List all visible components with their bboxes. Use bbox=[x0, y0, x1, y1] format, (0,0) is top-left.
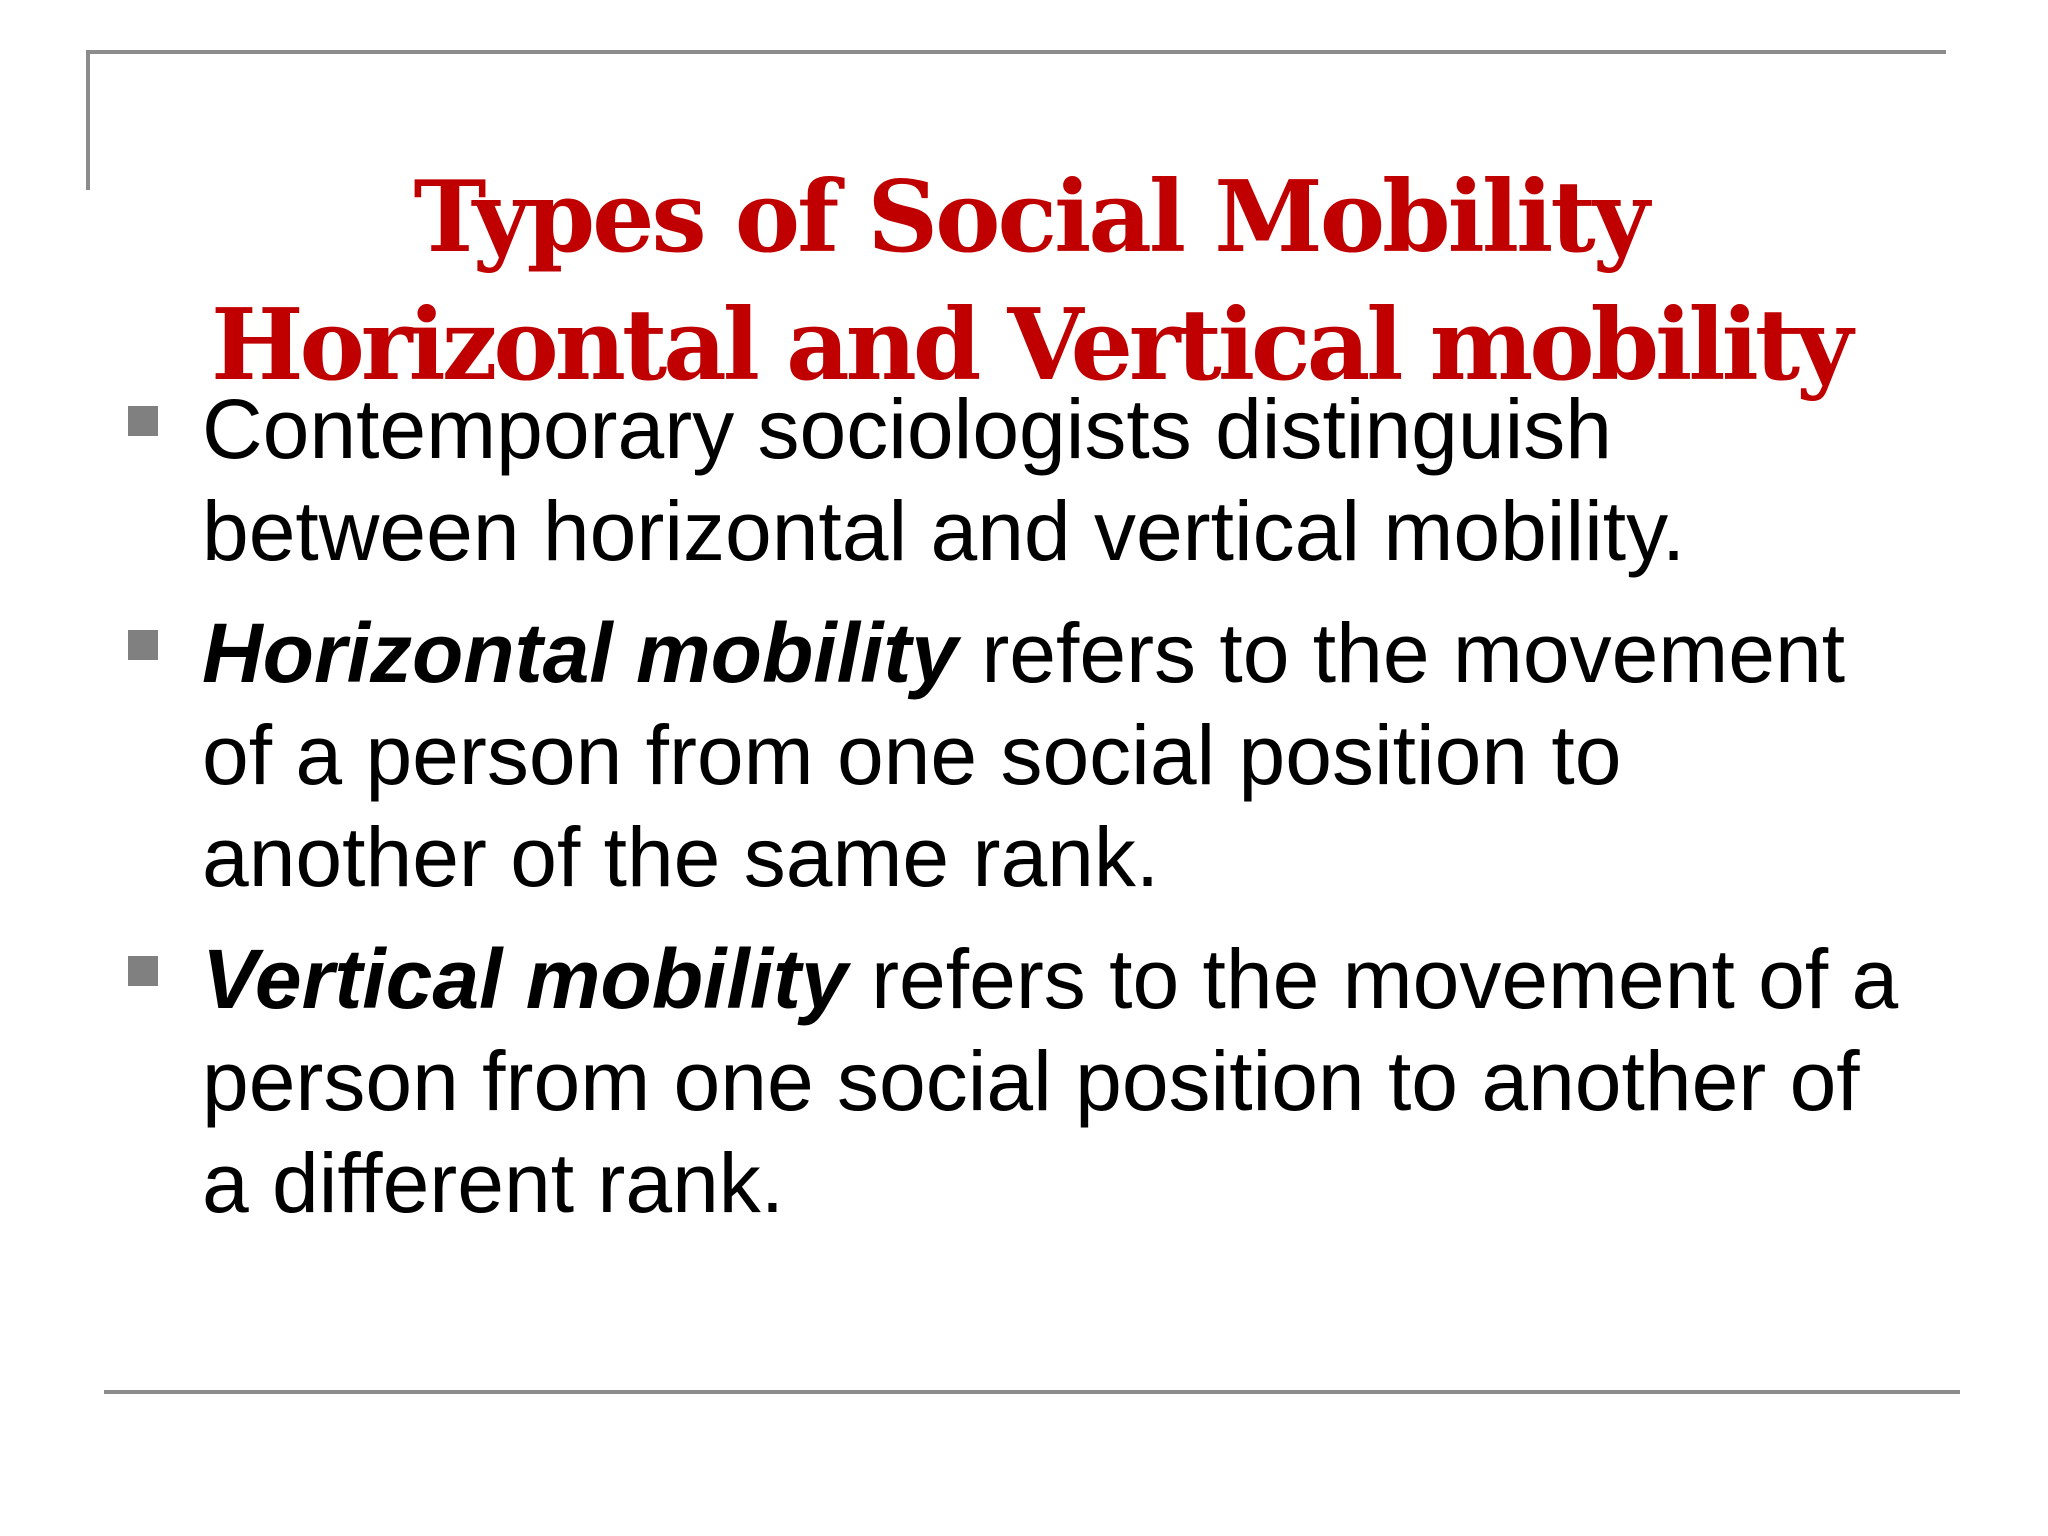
bullet-3-first-line-rest: refers to the movement of a bbox=[847, 932, 1899, 1026]
square-bullet-icon bbox=[128, 630, 158, 660]
bullet-1-line-1: Contemporary sociologists distinguish bbox=[202, 382, 1612, 476]
bullet-item-3 bbox=[128, 928, 1968, 1234]
bullet-3-line-2: person from one social position to another of bbox=[202, 1034, 1860, 1128]
frame-left-rule bbox=[86, 50, 90, 190]
square-bullet-icon bbox=[128, 406, 158, 436]
title-line-1: Types of Social Mobility bbox=[413, 159, 1647, 275]
bullet-item-2 bbox=[128, 602, 1968, 908]
bullet-list bbox=[128, 378, 1968, 1254]
bullet-3-line-3: a different rank. bbox=[202, 1136, 785, 1230]
bullet-2-first-line-rest: refers to the movement bbox=[958, 606, 1846, 700]
bullet-item-1 bbox=[128, 378, 1968, 582]
slide-title bbox=[120, 154, 1940, 410]
bullet-1-line-2: between horizontal and vertical mobility. bbox=[202, 484, 1686, 578]
bullet-2-line-2: of a person from one social position to bbox=[202, 708, 1622, 802]
frame-top-rule bbox=[86, 50, 1946, 54]
square-bullet-icon bbox=[128, 956, 158, 986]
bullet-2-line-1 bbox=[202, 602, 1968, 704]
frame-bottom-rule bbox=[104, 1390, 1960, 1394]
title-line-2: Horizontal and Vertical mobility bbox=[210, 287, 1850, 403]
term-horizontal-mobility: Horizontal mobility bbox=[202, 606, 958, 700]
term-vertical-mobility: Vertical mobility bbox=[202, 932, 848, 1026]
bullet-3-line-1 bbox=[202, 928, 1968, 1030]
bullet-2-line-3: another of the same rank. bbox=[202, 810, 1160, 904]
